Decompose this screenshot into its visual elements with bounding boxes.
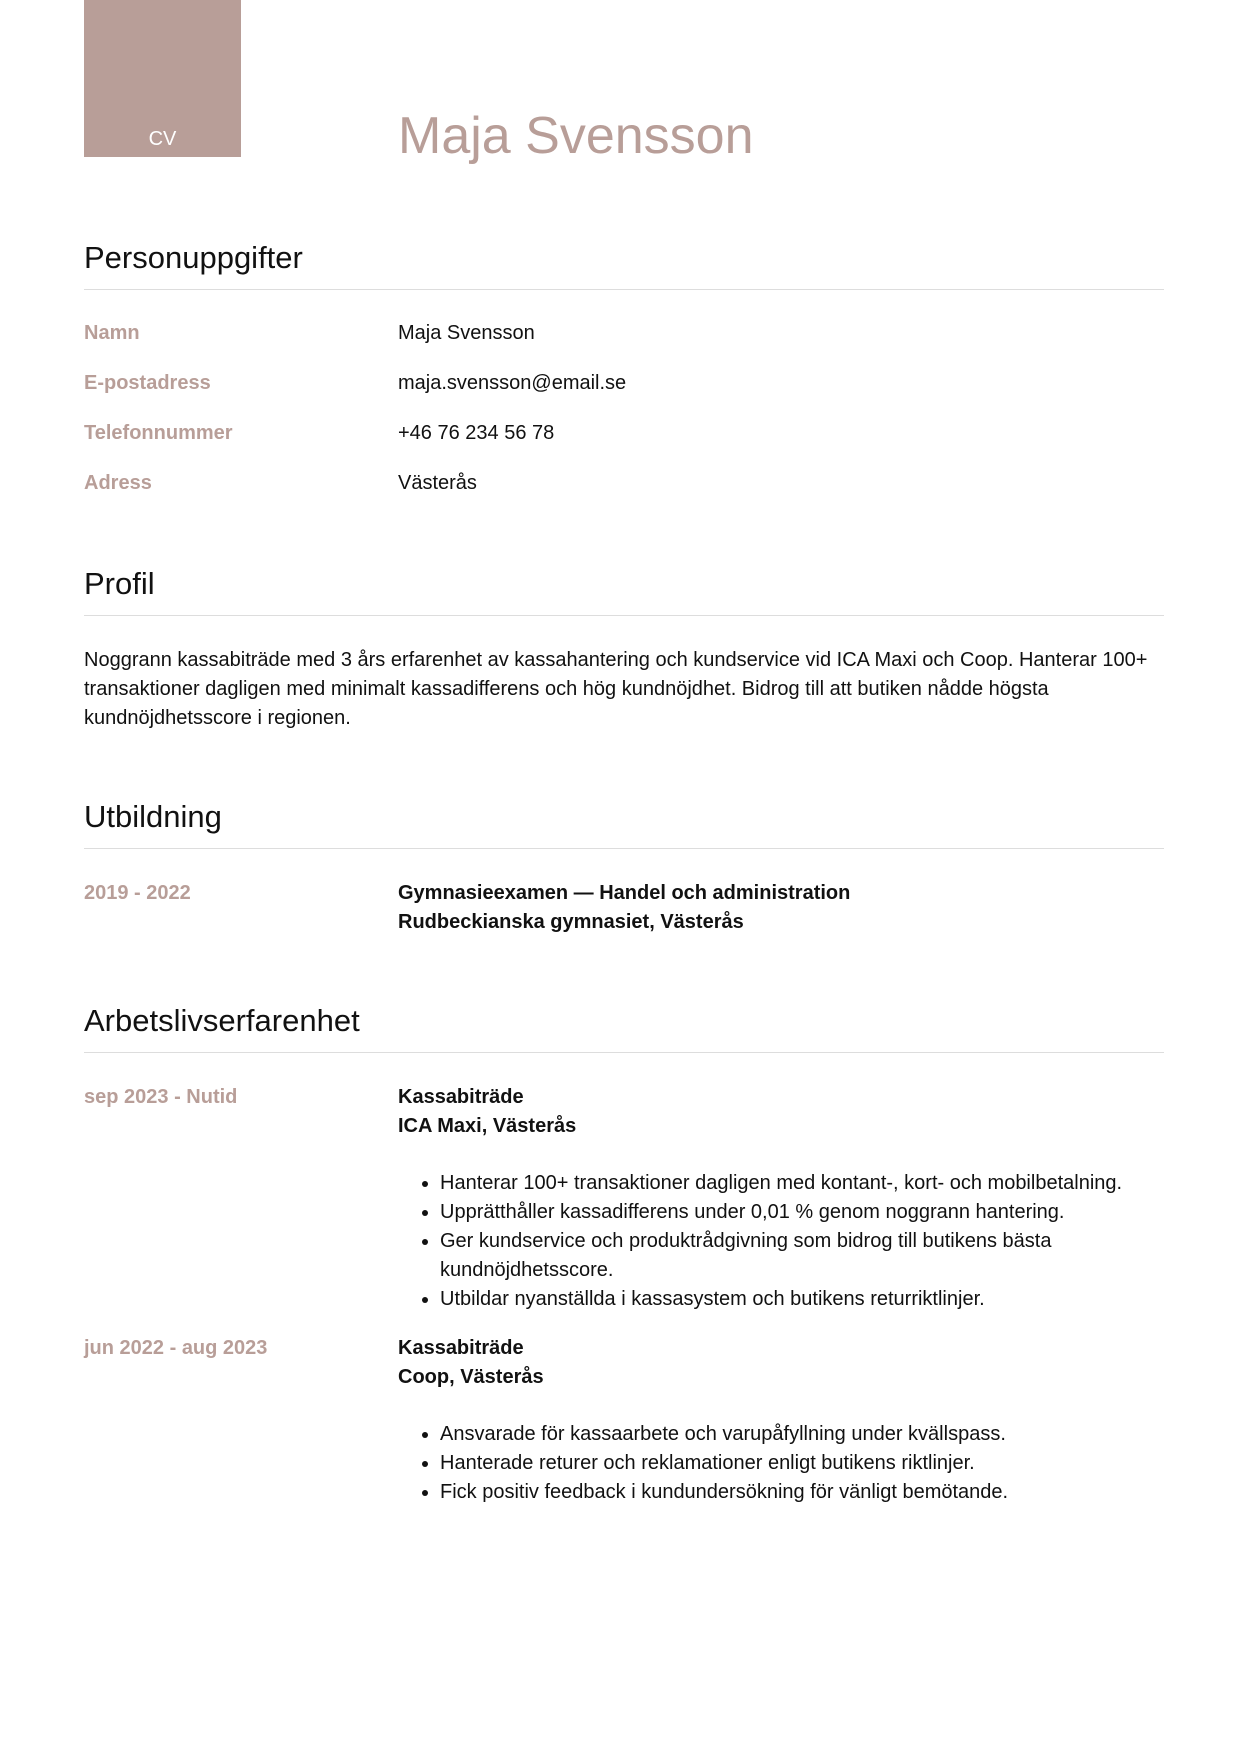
field-value: Maja Svensson: [398, 322, 535, 344]
experience-entry: [84, 1334, 1164, 1507]
profile-section: [84, 566, 1164, 733]
list-item: • Fick positiv feedback i kundundersökning för vänligt bemötande.: [440, 1478, 1164, 1507]
list-item: • Ger kundservice och produktrådgivning som bidrog till butikens bästa kundnöjdhetsscore.: [440, 1227, 1164, 1285]
field-value: +46 76 234 56 78: [398, 422, 555, 444]
field-label: Namn: [84, 322, 140, 344]
personal-row-address: [84, 472, 1164, 522]
cv-badge: [84, 0, 241, 157]
entry-date: 2019 - 2022: [84, 882, 191, 904]
entry-bullets: [398, 1169, 1164, 1314]
education-entry: [84, 879, 1164, 937]
experience-entry: [84, 1083, 1164, 1314]
personal-row-phone: [84, 422, 1164, 472]
profile-text: Noggrann kassabiträde med 3 års erfarenhet av kassahantering och kundservice vid ICA Maxi och Coop. Hanterar 100+ transaktioner dagligen med minimalt kassadifferens och hög kundnöjdhet. Bidrog till att butiken nådde högsta kundnöjdhetsscore i regionen.: [84, 649, 1148, 729]
entry-date: sep 2023 - Nutid: [84, 1086, 238, 1108]
experience-section: [84, 1003, 1164, 1507]
list-item: • Hanterar 100+ transaktioner dagligen med kontant-, kort- och mobilbetalning.: [440, 1169, 1164, 1198]
entry-org: Coop, Västerås: [398, 1366, 544, 1388]
section-heading-profile: Profil: [84, 566, 1164, 616]
entry-org: ICA Maxi, Västerås: [398, 1115, 577, 1137]
entry-org: Rudbeckianska gymnasiet, Västerås: [398, 911, 744, 933]
page-title: Maja Svensson: [398, 107, 754, 165]
education-section: [84, 799, 1164, 937]
list-item: • Utbildar nyanställda i kassasystem och butikens returriktlinjer.: [440, 1285, 1164, 1314]
list-item: • Hanterade returer och reklamationer enligt butikens riktlinjer.: [440, 1449, 1164, 1478]
personal-row-email: [84, 372, 1164, 422]
field-value: maja.svensson@email.se: [398, 372, 627, 394]
section-heading-experience: Arbetslivserfarenhet: [84, 1003, 1164, 1053]
personal-row-name: [84, 322, 1164, 372]
entry-title: Kassabiträde: [398, 1337, 524, 1359]
personal-section: [84, 240, 1164, 522]
entry-bullets: [398, 1420, 1164, 1507]
section-heading-personal: Personuppgifter: [84, 240, 1164, 290]
field-value: Västerås: [398, 472, 477, 494]
field-label: Telefonnummer: [84, 422, 233, 444]
field-label: Adress: [84, 472, 152, 494]
cv-badge-label: CV: [148, 128, 177, 150]
list-item: • Upprätthåller kassadifferens under 0,01 % genom noggrann hantering.: [440, 1198, 1164, 1227]
section-heading-education: Utbildning: [84, 799, 1164, 849]
entry-title: Gymnasieexamen — Handel och administration: [398, 882, 851, 904]
entry-title: Kassabiträde: [398, 1086, 524, 1108]
field-label: E-postadress: [84, 372, 211, 394]
entry-date: jun 2022 - aug 2023: [84, 1337, 268, 1359]
list-item: • Ansvarade för kassaarbete och varupåfyllning under kvällspass.: [440, 1420, 1164, 1449]
